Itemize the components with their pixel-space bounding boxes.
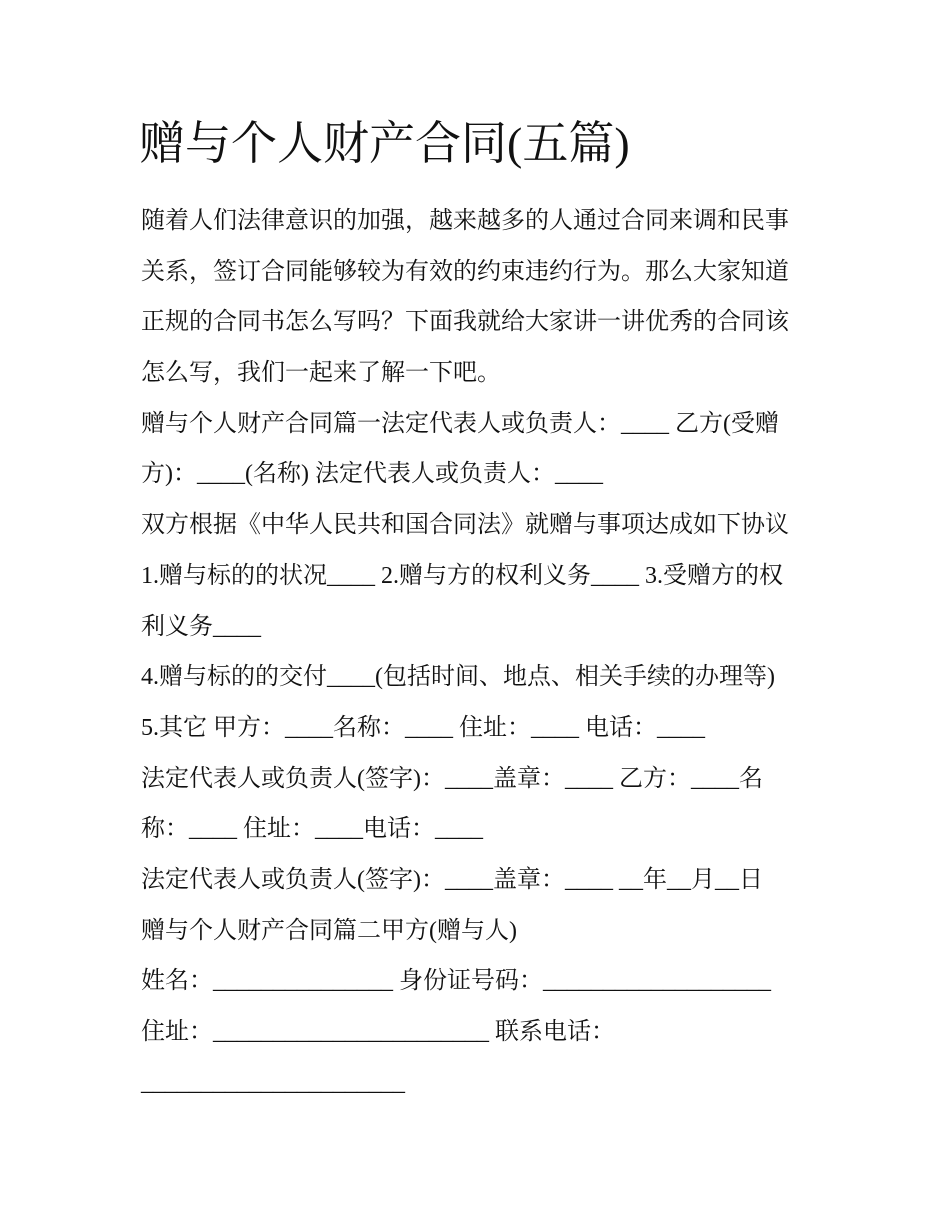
body-line: 赠与个人财产合同篇二甲方(赠与人) <box>141 917 517 944</box>
body-line: 赠与个人财产合同篇一法定代表人或负责人：____ 乙方(受赠 <box>141 410 779 437</box>
body-line: 4.赠与标的的交付____(包括时间、地点、相关手续的办理等) <box>141 664 775 691</box>
body-line: 利义务____ <box>141 613 261 640</box>
body-line: 1.赠与标的的状况____ 2.赠与方的权利义务____ 3.受赠方的权 <box>141 562 783 589</box>
body-line: ______________________ <box>141 1069 405 1096</box>
body-line: 称：____ 住址：____电话：____ <box>141 816 483 843</box>
body-line: 法定代表人或负责人(签字)：____盖章：____ __年__月__日 <box>141 866 763 893</box>
document-title: 赠与个人财产合同(五篇) <box>139 118 630 169</box>
body-line: 法定代表人或负责人(签字)：____盖章：____ 乙方：____名 <box>141 765 763 792</box>
body-line: 随着人们法律意识的加强，越来越多的人通过合同来调和民事 <box>141 208 789 234</box>
body-line: 怎么写，我们一起来了解一下吧。 <box>141 360 501 387</box>
body-line: 双方根据《中华人民共和国合同法》就赠与事项达成如下协议 <box>141 512 789 539</box>
body-line: 5.其它 甲方：____名称：____ 住址：____ 电话：____ <box>141 714 705 741</box>
body-line: 住址：_______________________ 联系电话： <box>141 1019 615 1045</box>
body-line: 正规的合同书怎么写吗？下面我就给大家讲一讲优秀的合同该 <box>141 309 789 336</box>
body-line: 姓名：_______________ 身份证号码：___________________ <box>141 968 771 995</box>
body-line: 关系，签订合同能够较为有效的约束违约行为。那么大家知道 <box>141 258 789 285</box>
document-body <box>141 196 821 1108</box>
body-line: 方)：____(名称) 法定代表人或负责人：____ <box>141 461 603 488</box>
